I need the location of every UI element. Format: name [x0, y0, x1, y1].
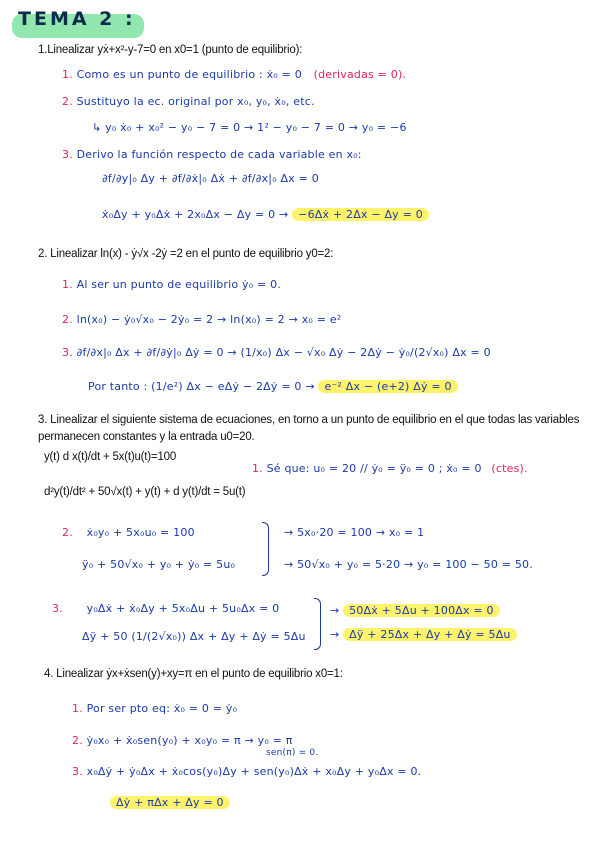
- page-title: TEMA 2 :: [18, 8, 136, 30]
- p2-step2-number: 2.: [62, 313, 73, 326]
- p1-step3-result-text: ẋ₀Δy + y₀Δẋ + 2x₀Δx − Δy = 0 →: [102, 208, 289, 221]
- p3-step3-number: 3.: [52, 602, 63, 615]
- p3-step2-a-result: → 5x₀·20 = 100 → x₀ = 1: [284, 526, 425, 539]
- p4-step1-number: 1.: [72, 702, 83, 715]
- p3-equation-1: y(t) d x(t)/dt + 5x(t)u(t)=100: [44, 451, 177, 463]
- p2-step1-number: 1.: [62, 278, 73, 291]
- p1-step1-text: Como es un punto de equilibrio : ẋ₀ = 0: [76, 68, 302, 81]
- p1-step2: [62, 95, 315, 108]
- p2-step1: [62, 278, 281, 291]
- p2-step3-text: ∂f/∂x|₀ Δx + ∂f/∂ẏ|₀ Δẏ = 0 → (1/x₀) Δx − √x₀ Δẏ − 2Δẏ − ẏ₀/(2√x₀) Δx = 0: [76, 346, 491, 359]
- p4-step3-text: x₀Δẏ + ẏ₀Δx + ẋ₀cos(y₀)Δy + sen(y₀)Δẋ + x₀Δy + y₀Δx = 0.: [86, 765, 422, 778]
- p4-step2-number: 2.: [72, 734, 83, 747]
- p1-step3-result: [102, 208, 429, 221]
- p3-step1-note: (ctes).: [491, 462, 528, 475]
- p4-step3: [72, 765, 421, 778]
- p4-final-answer: Δẏ + πΔx + Δy = 0: [110, 796, 230, 809]
- p2-step1-text: Al ser un punto de equilibrio ẏ₀ = 0.: [76, 278, 282, 291]
- p3-step2-number: 2.: [62, 526, 73, 539]
- p3-step3-b-arrow: → Δÿ + 25Δx + Δy + Δẏ = 5Δu: [330, 628, 517, 641]
- p2-step3: [62, 346, 491, 359]
- p1-step3-equation: ∂f/∂y|₀ Δy + ∂f/∂ẋ|₀ Δẋ + ∂f/∂x|₀ Δx = 0: [102, 172, 319, 185]
- p3-step2-a-text: ẋ₀y₀ + 5x₀u₀ = 100: [86, 526, 195, 539]
- p3-step2-b-result: → 50√x₀ + y₀ = 5·20 → y₀ = 100 − 50 = 50.: [284, 558, 533, 571]
- p3-step2-brace: [262, 522, 269, 576]
- p1-step3-text: Derivo la función respecto de cada variable en x₀:: [76, 148, 362, 161]
- p2-step2-text: ln(x₀) − ẏ₀√x₀ − 2ẏ₀ = 2 → ln(x₀) = 2 → x₀ = e²: [76, 313, 342, 326]
- p1-step2-text: Sustituyo la ec. original por x₀, y₀, ẋ₀, etc.: [76, 95, 315, 108]
- p3-step3-a-arrow: → 50Δẋ + 5Δu + 100Δx = 0: [330, 604, 500, 617]
- p3-step3-b-text: Δÿ + 50 (1/(2√x₀)) Δx + Δy + Δẏ = 5Δu: [82, 630, 306, 643]
- p1-step3: [62, 148, 362, 161]
- p3-step2-a: [62, 526, 195, 539]
- p3-step1-text: Sé que: u₀ = 20 // ẏ₀ = ÿ₀ = 0 ; ẋ₀ = 0: [266, 462, 482, 475]
- problem-4-statement: 4. Linealizar ẏx+ẋsen(y)+xy=π en el punto de equilibrio x0=1:: [44, 668, 343, 680]
- p4-step3-number: 3.: [72, 765, 83, 778]
- problem-3-statement-line1: 3. Linealizar el siguiente sistema de ecuaciones, en torno a un punto de equilibrio en el que todas las variables: [38, 414, 580, 426]
- p2-step3-result-text: Por tanto : (1/e²) Δx − eΔẏ − 2Δẏ = 0 →: [88, 380, 315, 393]
- p3-equation-2: d²y(t)/dt² + 50√x(t) + y(t) + d y(t)/dt = 5u(t): [44, 486, 246, 498]
- p1-step3-number: 3.: [62, 148, 73, 161]
- p3-step2-b-text: ÿ₀ + 50√x₀ + y₀ + ẏ₀ = 5u₀: [82, 558, 236, 571]
- p1-step1: [62, 68, 406, 81]
- p4-step3-note: sen(π) = 0.: [266, 748, 319, 758]
- p4-final: [110, 796, 230, 809]
- p3-step3-b-result: Δÿ + 25Δx + Δy + Δẏ = 5Δu: [343, 628, 516, 641]
- p1-step2-equation: ↳ y₀ ẋ₀ + x₀² − y₀ − 7 = 0 → 1² − y₀ − 7 = 0 → y₀ = −6: [92, 121, 407, 134]
- p1-step2-number: 2.: [62, 95, 73, 108]
- p4-step2: [72, 734, 293, 747]
- p4-step2-text: ẏ₀x₀ + ẋ₀sen(y₀) + x₀y₀ = π → y₀ = π: [86, 734, 293, 747]
- p2-step3-result: [88, 380, 458, 393]
- p2-final-answer: e⁻² Δx − (e+2) Δẏ = 0: [318, 380, 457, 393]
- p3-step1: [252, 462, 528, 475]
- p3-step3-a: [52, 602, 279, 615]
- p3-step3-a-text: y₀Δẋ + ẋ₀Δy + 5x₀Δu + 5u₀Δx = 0: [86, 602, 280, 615]
- problem-2-statement: 2. Linealizar ln(x) - ẏ√x -2ẏ =2 en el punto de equilibrio y0=2:: [38, 248, 334, 260]
- p2-step2: [62, 313, 341, 326]
- p3-step3-a-result: 50Δẋ + 5Δu + 100Δx = 0: [343, 604, 500, 617]
- p4-step1: [72, 702, 237, 715]
- problem-3-statement-line2: permanecen constantes y la entrada u0=20.: [38, 431, 255, 443]
- title-block: [18, 8, 136, 30]
- problem-1-statement: 1.Linealizar yẋ+x²-y-7=0 en x0=1 (punto de equilibrio):: [38, 44, 303, 56]
- p1-step1-note: (derivadas = 0).: [313, 68, 407, 81]
- p4-step1-text: Por ser pto eq: ẋ₀ = 0 = ẏ₀: [86, 702, 238, 715]
- p1-step1-number: 1.: [62, 68, 73, 81]
- p2-step3-number: 3.: [62, 346, 73, 359]
- p3-step3-brace: [314, 598, 321, 650]
- p3-step1-number: 1.: [252, 462, 263, 475]
- p1-final-answer: −6Δẋ + 2Δx − Δy = 0: [292, 208, 429, 221]
